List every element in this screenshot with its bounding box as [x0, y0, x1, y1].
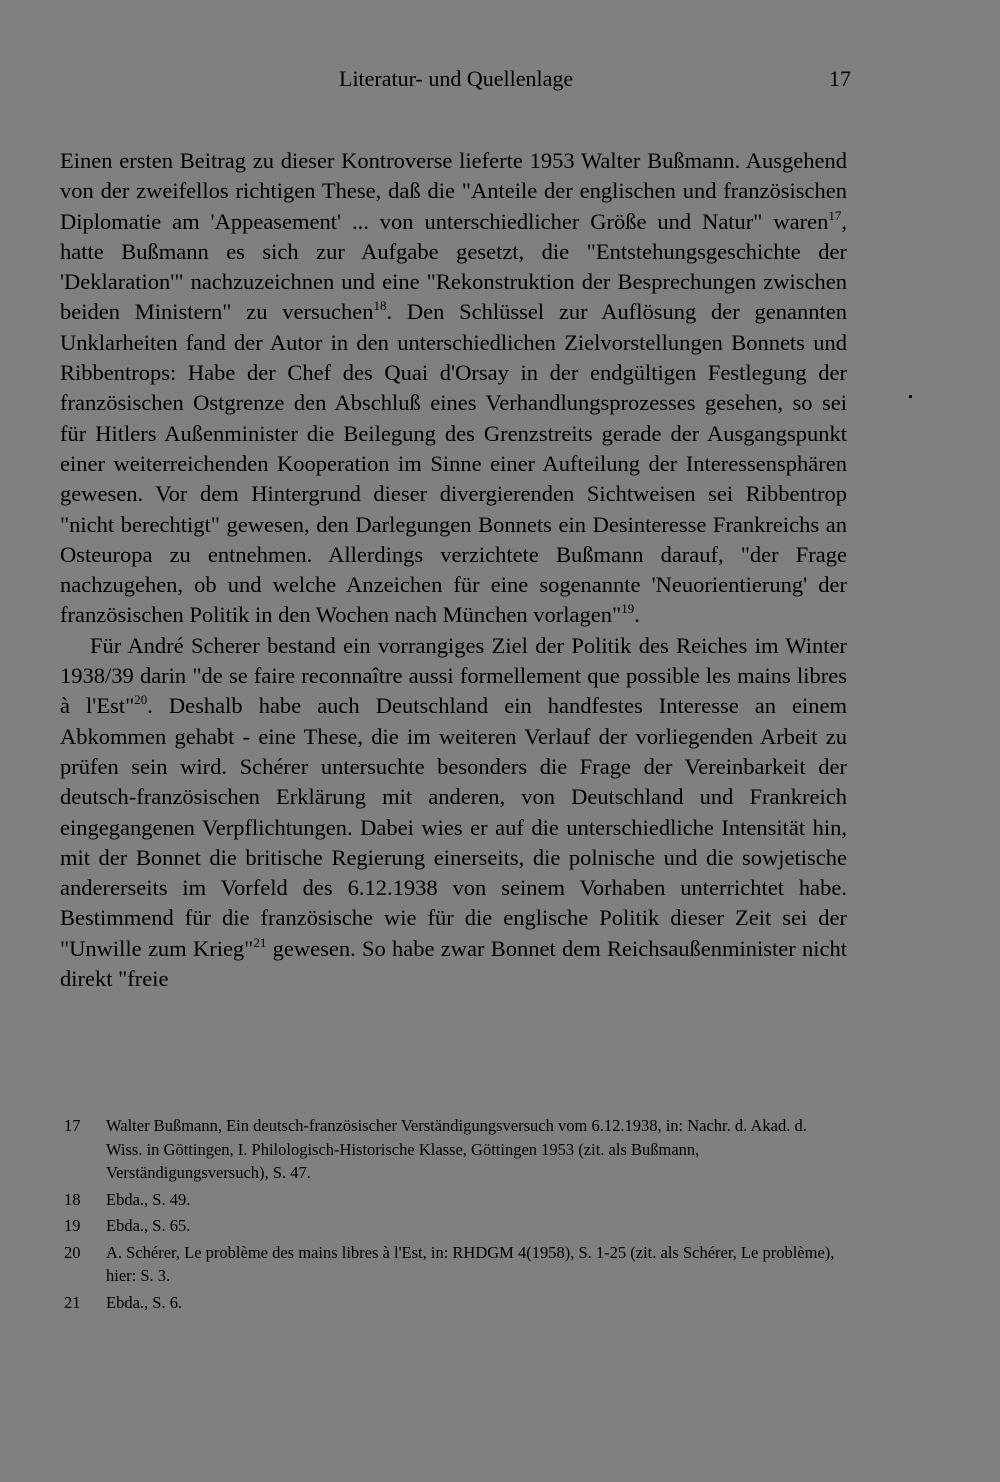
footnote — [64, 1241, 844, 1288]
paragraph — [60, 146, 847, 631]
footnote — [64, 1114, 844, 1185]
footnote — [64, 1214, 844, 1238]
footnote — [64, 1188, 844, 1212]
text-run: . — [634, 602, 640, 628]
text-run: Für André Scherer bestand ein vorrangiges Ziel der Politik des Reiches im Winter 1938/39 darin "de se faire reconnaître aussi formellement que possible les mains libres à l'Est" — [60, 632, 847, 719]
footnotes — [64, 1114, 844, 1317]
text-run: gewesen. So habe zwar Bonnet dem Reichsaußenminister nicht direkt "freie — [60, 935, 848, 992]
text-run: , hatte Bußmann es sich zur Aufgabe gesetzt, die "Entstehungsgeschichte der 'Deklaration'" nachzuzeichnen und eine "Rekonstruktion der Besprechungen zwischen beiden Ministern" zu versuchen — [60, 208, 847, 325]
paragraph — [60, 631, 847, 995]
footnote-text: Ebda., S. 6. — [106, 1292, 183, 1312]
page-number: 17 — [829, 66, 851, 91]
footnote-ref: 21 — [253, 934, 267, 950]
running-title: Literatur- und Quellenlage — [339, 66, 574, 91]
text-run: Einen ersten Beitrag zu dieser Kontroverse lieferte 1953 Walter Bußmann. Ausgehend von der zweifellos richtigen These, daß die "Anteile der englischen und französischen Diplomatie am 'Appeasement' ... von unterschiedlicher Größe und Natur" waren — [60, 148, 847, 234]
footnote — [64, 1291, 844, 1315]
footnote-number: 20 — [64, 1242, 81, 1262]
footnote-ref: 18 — [373, 298, 387, 314]
footnote-ref: 17 — [828, 207, 842, 223]
footnote-number: 18 — [64, 1189, 81, 1209]
footnote-number: 21 — [64, 1292, 81, 1312]
text-run: . Den Schlüssel zur Auflösung der genannten Unklarheiten fand der Autor in den unterschiedlichen Zielvorstellungen Bonnets und Ribbentrops: Habe der Chef des Quai d'Orsay in der endgültigen Festlegung der französischen Ostgrenze den Abschluß eines Verhandlungsprozesses gesehen, so sei für Hitlers Außenminister die Beilegung des Grenzstreits gerade der Ausgangspunkt einer weiterreichenden Kooperation im Sinne einer Aufteilung der Interessensphären gewesen. Vor dem Hintergrund dieser divergierenden Sichtweisen sei Ribbentrop "nicht berechtigt" gewesen, den Darlegungen Bonnets ein Desinteresse Frankreichs an Osteuropa zu entnehmen. Allerdings verzichtete Bußmann darauf, "der Frage nachzugehen, ob und welche Anzeichen für eine sogenannte 'Neuorientierung' der französischen Politik in den Wochen nach München vorlagen" — [60, 299, 847, 628]
body-text — [60, 146, 847, 994]
footnote-ref: 20 — [134, 692, 148, 708]
scan-speck — [909, 395, 912, 398]
footnote-text: Walter Bußmann, Ein deutsch-französischer Verständigungsversuch vom 6.12.1938, in: Nachr. d. Akad. d. Wiss. in Göttingen, I. Philologisch-Historische Klasse, Göttingen 1953 (zit. als Bußmann, Verständigungsversuch), S. 47. — [106, 1116, 807, 1182]
text-run: . Deshalb habe auch Deutschland ein handfestes Interesse an einem Abkommen gehabt - eine These, die im weiteren Verlauf der vorliegenden Arbeit zu prüfen sein wird. Schérer untersuchte besonders die Frage der Vereinbarkeit der deutsch-französischen Erklärung mit anderen, von Deutschland und Frankreich eingegangenen Verpflichtungen. Dabei wies er auf die unterschiedliche Intensität hin, mit der Bonnet die britische Regierung einerseits, die polnische und die sowjetische andererseits im Vorfeld des 6.12.1938 von seinem Vorhaben unterrichtet habe. Bestimmend für die französische wie für die englische Politik dieser Zeit sei der "Unwille zum Krieg" — [60, 693, 847, 961]
footnote-ref: 19 — [621, 601, 635, 617]
footnote-number: 17 — [64, 1116, 81, 1135]
footnote-number: 19 — [64, 1216, 81, 1235]
footnote-text: A. Schérer, Le problème des mains libres à l'Est, in: RHDGM 4(1958), S. 1-25 (zit. als Schérer, Le problème), hier: S. 3. — [106, 1242, 835, 1285]
footnote-text: Ebda., S. 65. — [106, 1216, 191, 1235]
footnote-text: Ebda., S. 49. — [106, 1189, 191, 1209]
